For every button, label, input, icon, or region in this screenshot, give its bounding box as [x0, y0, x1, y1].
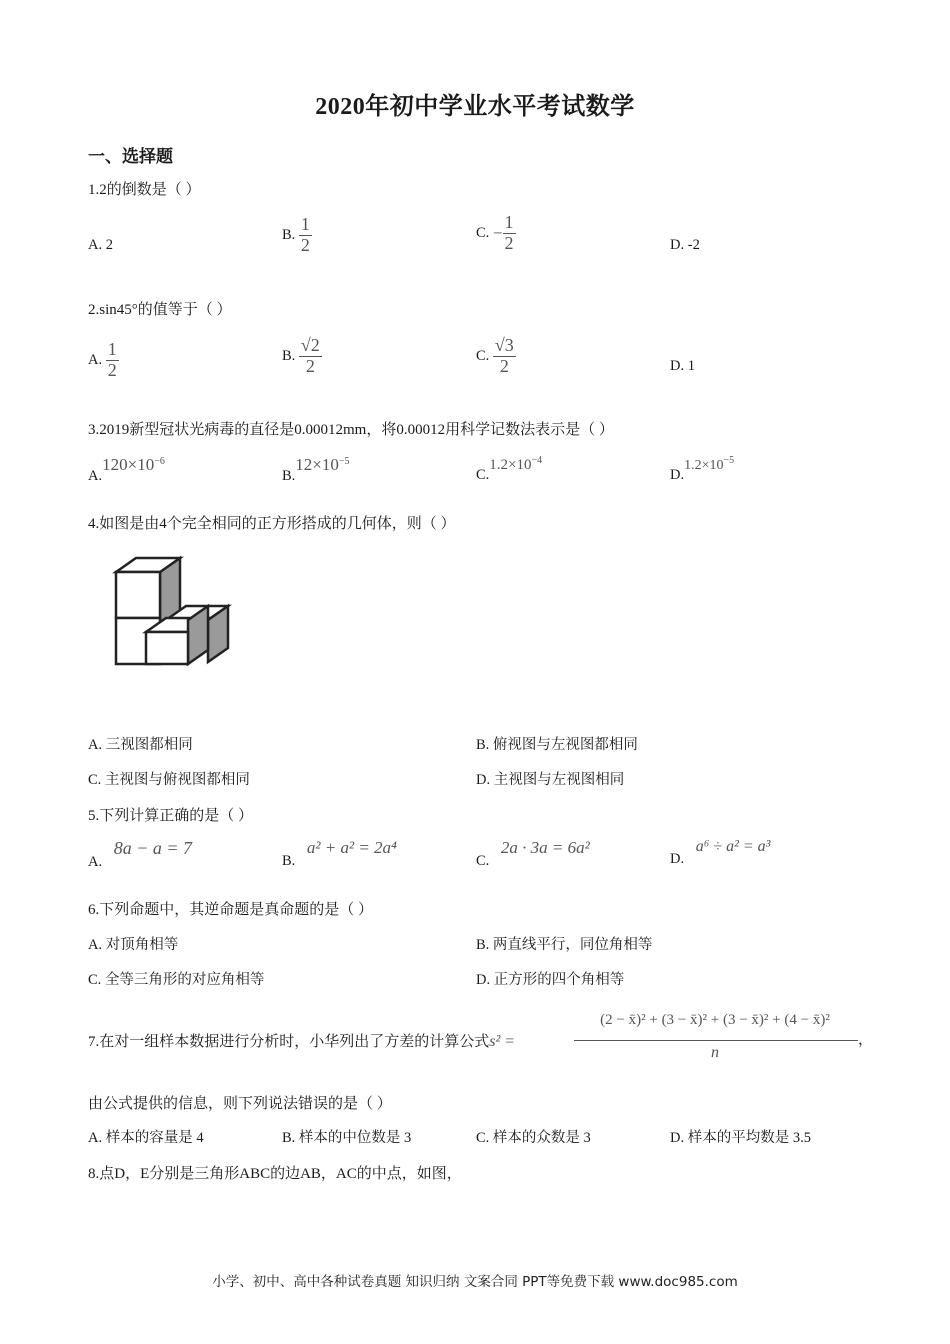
cube-front-face: [116, 572, 160, 618]
formula-numerator: (2 − x̄)² + (3 − x̄)² + (3 − x̄)² + (4 − x̄)²: [600, 1012, 830, 1028]
q1-option-c: C. − $\frac{1}{2}$: [476, 212, 514, 253]
q2-option-c: C. $\frac{√3}{2}$: [476, 335, 514, 376]
q5-option-a: A. 8a − a = 7: [88, 838, 193, 870]
question-2-stem: 2.sin45°的值等于（ ）: [88, 302, 232, 318]
comma: ，: [858, 1032, 874, 1048]
cube-front-face: [146, 632, 188, 664]
question-5-stem: 5.下列计算正确的是（ ）: [88, 808, 254, 824]
q6-option-b: B. 两直线平行，同位角相等: [476, 937, 653, 953]
formula-denominator: n: [711, 1044, 719, 1061]
q7-option-b: B. 样本的中位数是 3: [282, 1130, 412, 1146]
fraction: $\frac{√3}{2}$: [494, 335, 514, 376]
page-footer: 小学、初中、高中各种试卷真题 知识归纳 文案合同 PPT等免费下载 www.doc985.com: [212, 1274, 738, 1290]
q1-option-d: D. -2: [670, 237, 700, 253]
q5-option-d: D. a⁶ ÷ a² = a³: [670, 838, 771, 867]
q7-option-d: D. 样本的平均数是 3.5: [670, 1130, 811, 1146]
question-7-stem-continued: 由公式提供的信息，则下列说法错误的是（ ）: [88, 1096, 392, 1112]
q5-option-b: B. a² + a² = 2a⁴: [282, 838, 397, 869]
q4-option-c: C. 主视图与俯视图都相同: [88, 772, 250, 788]
q6-option-d: D. 正方形的四个角相等: [476, 972, 625, 988]
question-1-stem: 1.2的倒数是（ ）: [88, 182, 201, 198]
q4-option-a: A. 三视图都相同: [88, 737, 193, 753]
section-heading: 一、选择题: [88, 147, 173, 166]
q3-option-c: $C.1.2\times 10^{-4}$: [476, 455, 543, 483]
q2-option-d: D. 1: [670, 358, 695, 374]
question-8-stem: 8.点D，E分别是三角形ABC的边AB，AC的中点，如图，: [88, 1166, 462, 1182]
q4-option-b: B. 俯视图与左视图都相同: [476, 737, 638, 753]
question-3-stem: 3.2019新型冠状光病毒的直径是0.00012mm，将0.00012用科学记数法表示是（ ）: [88, 422, 614, 438]
q7-option-c: C. 样本的众数是 3: [476, 1130, 591, 1146]
fraction: $\frac{1}{2}$: [300, 214, 310, 255]
page-title: 2020年初中学业水平考试数学: [315, 94, 635, 120]
q7-option-a: A. 样本的容量是 4: [88, 1130, 204, 1146]
q3-option-a: $A.120\times 10^{-6}$: [88, 455, 165, 484]
fraction-bar: [574, 1040, 858, 1041]
fraction: $\frac{1}{2}$: [107, 339, 117, 380]
q4-option-d: D. 主视图与左视图相同: [476, 772, 625, 788]
q3-option-d: $D.1.2\times 10^{-5}$: [670, 455, 735, 483]
question-7-stem: 7.在对一组样本数据进行分析时，小华列出了方差的计算公式s² =: [88, 1033, 516, 1050]
fraction: $\frac{1}{2}$: [504, 212, 514, 253]
variance-formula: [540, 1012, 860, 1072]
q3-option-b: $B.12\times 10^{-5}$: [282, 455, 350, 484]
q2-option-b: B. $\frac{√2}{2}$: [282, 335, 320, 376]
q1-option-a: A. 2: [88, 237, 113, 253]
q6-option-a: A. 对顶角相等: [88, 937, 179, 953]
q1-option-b: B. $\frac{1}{2}$: [282, 214, 310, 255]
q5-option-c: C. 2a · 3a = 6a²: [476, 838, 590, 869]
question-6-stem: 6.下列命题中，其逆命题是真命题的是（ ）: [88, 902, 374, 918]
fraction: $\frac{√2}{2}$: [300, 335, 320, 376]
cube-figure: [108, 552, 238, 672]
question-4-stem: 4.如图是由4个完全相同的正方形搭成的几何体，则（ ）: [88, 516, 456, 532]
q2-option-a: A. $\frac{1}{2}$: [88, 339, 117, 380]
q6-option-c: C. 全等三角形的对应角相等: [88, 972, 265, 988]
